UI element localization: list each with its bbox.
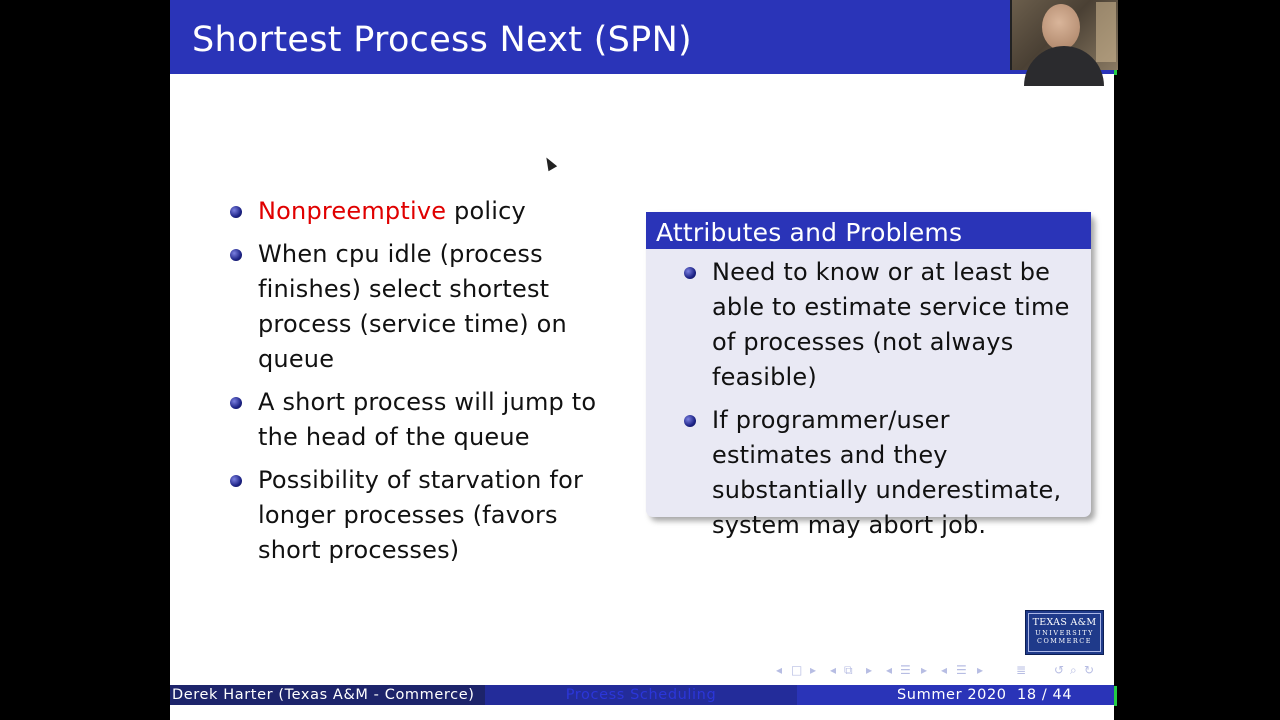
nav-right-icon[interactable]: ▸ — [810, 663, 817, 677]
nav-right-icon[interactable]: ▸ — [866, 663, 873, 677]
edge-marker — [1114, 686, 1117, 706]
block-bullet-list — [684, 255, 1074, 551]
list-item — [230, 385, 610, 455]
bullet-text: When cpu idle (process finishes) select shortest process (service time) on queue — [258, 240, 567, 373]
university-logo — [1025, 610, 1104, 655]
webcam-overlay — [1010, 0, 1118, 70]
list-item — [230, 463, 610, 568]
edge-marker — [1114, 70, 1117, 75]
main-bullet-list — [230, 194, 610, 576]
nav-back-icon[interactable]: ↺ — [1054, 663, 1065, 677]
nav-left-icon[interactable]: ◂ — [830, 663, 837, 677]
nav-left-icon[interactable]: ◂ — [776, 663, 783, 677]
nav-section-icon[interactable]: ☰ — [900, 663, 911, 677]
bullet-text: policy — [446, 197, 526, 225]
bullet-accent-text: Nonpreemptive — [258, 197, 447, 225]
footer-right — [797, 685, 1114, 705]
title-bar — [170, 0, 1114, 74]
nav-right-icon[interactable]: ▸ — [921, 663, 928, 677]
nav-document-icon[interactable]: ☰ — [956, 663, 967, 677]
presenter-head — [1042, 4, 1080, 50]
webcam-background — [1096, 2, 1116, 62]
slide — [170, 0, 1114, 720]
bullet-text: If programmer/user estimates and they substantially underestimate, system may abort job. — [712, 406, 1062, 539]
nav-search-icon[interactable]: ⌕ — [1070, 663, 1077, 677]
bullet-icon — [230, 206, 242, 218]
list-item — [230, 194, 610, 229]
bullet-text: Possibility of starvation for longer processes (favors short processes) — [258, 466, 584, 564]
nav-right-icon[interactable]: ▸ — [977, 663, 984, 677]
footer-date: Summer 2020 — [897, 687, 1007, 703]
nav-forward-icon[interactable]: ↻ — [1084, 663, 1095, 677]
bullet-icon — [230, 249, 242, 261]
list-item — [684, 255, 1074, 395]
nav-left-icon[interactable]: ◂ — [886, 663, 893, 677]
bullet-icon — [684, 415, 696, 427]
footer-author: Derek Harter (Texas A&M - Commerce) — [170, 685, 485, 705]
list-item — [230, 237, 610, 377]
nav-subsection-icon[interactable]: ⧉ — [844, 663, 853, 677]
bullet-text: Need to know or at least be able to estimate service time of processes (not always feasible) — [712, 258, 1070, 391]
block-title: Attributes and Problems — [646, 212, 1091, 249]
logo-line: COMMERCE — [1037, 637, 1092, 645]
slide-title: Shortest Process Next (SPN) — [192, 20, 693, 60]
bullet-icon — [684, 267, 696, 279]
logo-line: UNIVERSITY — [1035, 629, 1094, 637]
footer — [170, 685, 1114, 705]
nav-toc-icon[interactable]: ≣ — [1016, 663, 1027, 677]
bullet-icon — [230, 397, 242, 409]
bullet-icon — [230, 475, 242, 487]
nav-left-icon[interactable]: ◂ — [941, 663, 948, 677]
bullet-text: A short process will jump to the head of the queue — [258, 388, 597, 451]
attributes-block — [646, 212, 1091, 539]
footer-page-number: 18 / 44 — [1017, 687, 1073, 703]
logo-line: TEXAS A&M — [1032, 617, 1097, 628]
presenter-body — [1024, 46, 1104, 86]
nav-frame-icon[interactable]: □ — [791, 663, 803, 677]
footer-title: Process Scheduling — [485, 685, 797, 705]
list-item — [684, 403, 1074, 543]
